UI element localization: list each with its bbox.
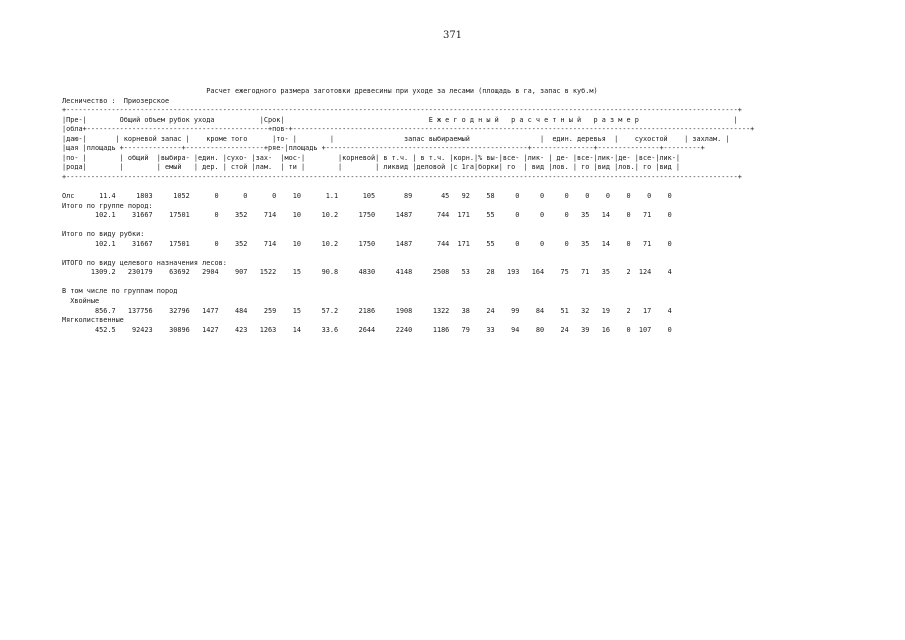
table-row: Мягколиственные [62,316,124,325]
table-row: 856.7 137756 32796 1477 484 259 15 57.2 2186 1908 1322 38 24 99 84 51 32 19 2 17 4 [62,306,672,315]
table-header-line: |щая |площадь +--------------+-------------------+ряе-|площадь +-------------------------------------------------+---------------+---------------+---------+ [62,144,705,153]
table-header-line: |даю-| | корневой запас | кроме того |то- | | запас выбираемый | един. деревья | сухостой | захлам. | [62,134,730,143]
table-row [62,278,832,288]
table-header-line: |Пре-| Общий объем рубок ухода |Срок| Е ж е г о д н ы й р а с ч е т н ы й р а з м е р | [62,115,738,124]
table-header-line: |по- | | общий |выбира- |един. |сухо- |зах- |мос-| |корневой| в т.ч. | в т.ч. |корн.|% вы-|все- |лик- | де- |все-|лик-|де- |все-|лик-| [62,153,681,162]
report-title: Расчет ежегодного размера заготовки древесины при уходе за лесами (площадь в га, запас в куб.м) [62,87,598,95]
table-row: 102.1 31667 17501 0 352 714 10 10.2 1750 1487 744 171 55 0 0 0 35 14 0 71 0 [62,211,672,220]
table-body [62,182,832,335]
table-row: 452.5 92423 30896 1427 423 1263 14 33.6 2644 2240 1186 79 33 94 80 24 39 16 0 107 0 [62,325,672,334]
page-number: 371 [442,30,463,41]
table-header-line: |обла+--------------------------------------------+пов-+---------------------------------------------------------------------------------------------------------------+ [62,125,755,134]
table-row [62,249,832,259]
table-row: ИТОГО по виду целевого назначения лесов: [62,258,227,267]
table-header-line: +-------------------------------------------------------------------------------------------------------------------------------------------------------------------+ [62,172,742,181]
table-row: Олс 11.4 1803 1052 0 0 0 10 1.1 105 89 45 92 58 0 0 0 0 0 0 0 0 [62,192,672,201]
table-header [62,106,832,182]
table-row: 102.1 31667 17501 0 352 714 10 10.2 1750 1487 744 171 55 0 0 0 35 14 0 71 0 [62,239,672,248]
table-header-line: +-------------------------------------------------------------------------------------------------------------------------------------------------------------------+ [62,106,742,115]
table-row [62,182,832,192]
table-header-line: |рода| | | емый | дер. | стой |лам. | ти | | | ликвид |деловой |с 1га|борки| го | вид |лов. | го |вид |лов.| го |вид | [62,163,681,172]
table-row: Итого по группе пород: [62,201,153,210]
forest-care-report [62,87,832,335]
table-row: Итого по виду рубки: [62,230,145,239]
table-row [62,221,832,231]
table-row: 1309.2 230179 63692 2904 907 1522 15 90.8 4830 4148 2508 53 28 193 164 75 71 35 2 124 4 [62,268,672,277]
forestry-name: Лесничество : Приозерское [62,96,170,105]
table-row: В том числе по группам пород [62,287,178,296]
table-row: Хвойные [62,297,100,306]
